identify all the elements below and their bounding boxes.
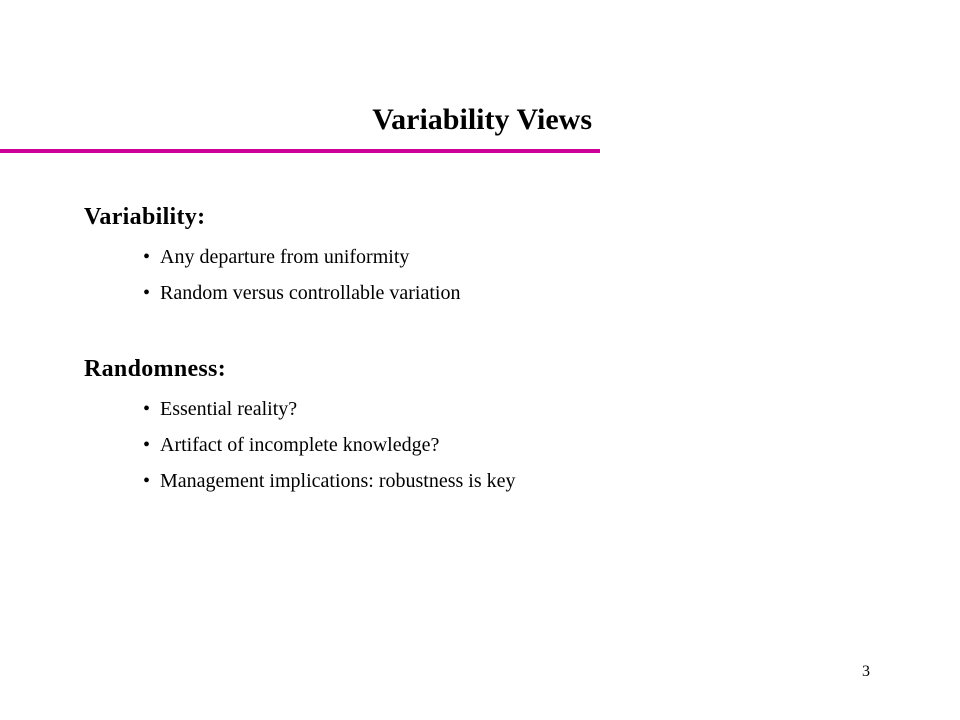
bullet-list <box>84 239 784 311</box>
slide-title: Variability Views <box>372 103 592 136</box>
bullet-text: Artifact of incomplete knowledge? <box>160 434 440 456</box>
bullet-item <box>84 427 784 463</box>
bullet-text: Any departure from uniformity <box>160 246 410 268</box>
section-heading: Variability: <box>84 204 206 230</box>
bullet-text: Essential reality? <box>160 398 298 420</box>
bullet-item <box>84 391 784 427</box>
bullet-icon: • <box>143 434 151 456</box>
bullet-item <box>84 239 784 275</box>
bullet-item <box>84 463 784 499</box>
bullet-text: Management implications: robustness is key <box>160 470 516 492</box>
bullet-icon: • <box>143 246 151 268</box>
page-number: 3 <box>862 663 870 680</box>
bullet-text: Random versus controllable variation <box>160 282 461 304</box>
section-randomness <box>84 352 784 499</box>
section-variability <box>84 200 784 311</box>
section-heading: Randomness: <box>84 356 226 382</box>
bullet-icon: • <box>143 282 151 304</box>
bullet-list <box>84 391 784 499</box>
bullet-icon: • <box>143 470 151 492</box>
bullet-icon: • <box>143 398 151 420</box>
bullet-item <box>84 275 784 311</box>
title-divider <box>0 149 600 153</box>
